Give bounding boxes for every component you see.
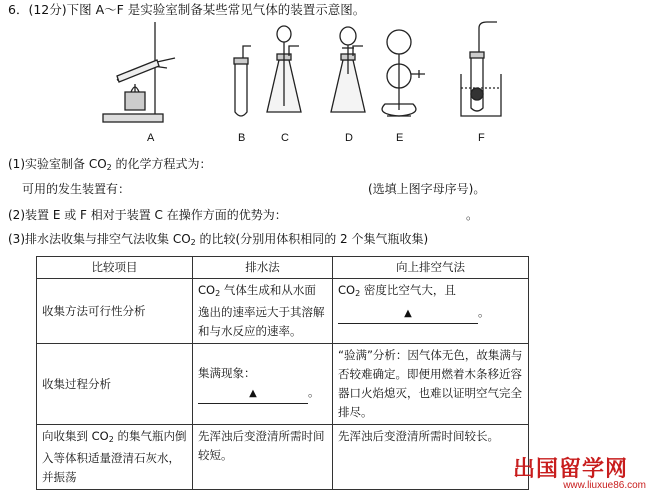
row1-water-co: CO — [198, 283, 216, 297]
row1-air — [333, 279, 529, 344]
row3-water: 先浑浊后变澄清所需时间较短。 — [193, 425, 333, 490]
row2-water-text: 集满现象： — [198, 366, 256, 380]
header-air-method: 向上排空气法 — [333, 257, 529, 279]
q1-line-1 — [8, 155, 212, 172]
apparatus-e-drawing — [382, 30, 425, 116]
table-row — [37, 344, 529, 425]
apparatus-a-drawing — [103, 22, 175, 122]
q1-text: (1)实验室制备 CO — [8, 157, 107, 171]
table-header-row — [37, 257, 529, 279]
row2-water-blank — [198, 383, 308, 404]
apparatus-d-drawing — [331, 27, 365, 112]
row1-water — [193, 279, 333, 344]
row1-air-period: 。 — [478, 305, 490, 319]
row1-air-text: 密度比空气大，且 — [360, 283, 456, 297]
header-water-method: 排水法 — [193, 257, 333, 279]
table-row — [37, 279, 529, 344]
row1-item: 收集方法可行性分析 — [37, 279, 193, 344]
answer-marker: ▲ — [404, 308, 412, 319]
q2-period: 。 — [466, 208, 479, 222]
row3-air: 先浑浊后变澄清所需时间较长。 — [333, 425, 529, 490]
comparison-table — [36, 256, 529, 490]
row1-water-text: 气体生成和从水面逸出的速率远大于其溶解和与水反应的速率。 — [198, 283, 325, 338]
watermark-logo-text: 出国留学网 — [512, 457, 628, 482]
figure-label-b: B — [238, 132, 246, 144]
apparatus-figure — [95, 14, 515, 134]
q1-subscript: 2 — [106, 163, 112, 172]
row1-air-co: CO — [338, 283, 356, 297]
apparatus-f-drawing — [461, 22, 501, 116]
header-compare-item: 比较项目 — [37, 257, 193, 279]
row3-item — [37, 425, 193, 490]
question-title: 6．(12分)下图 A～F 是实验室制备某些常见气体的装置示意图。 — [8, 2, 366, 17]
q3-text-end: 的比较(分别用体积相同的 2 个集气瓶收集) — [195, 232, 429, 246]
q1-text-end: 的化学方程式为： — [111, 157, 212, 171]
row2-water-period: 。 — [308, 385, 320, 399]
row3-item-end: 的集气瓶内倒入等体积适量澄清石灰水，并振荡 — [42, 429, 187, 484]
row3-item-start: 向收集到 CO — [42, 429, 109, 443]
row1-water-sub: 2 — [215, 289, 221, 298]
q1-hint: (选填上图字母序号)。 — [368, 182, 486, 196]
apparatus-c-drawing — [267, 26, 301, 112]
row2-item: 收集过程分析 — [37, 344, 193, 425]
figure-label-e: E — [396, 132, 404, 144]
row3-item-sub: 2 — [108, 435, 114, 444]
table-row — [37, 425, 529, 490]
row2-air: “验满”分析：因气体无色，故集满与否较难确定。即便用燃着木条移近容器口火焰熄灭，也难以证明空气完全排尽。 — [333, 344, 529, 425]
figure-label-f: F — [478, 132, 485, 144]
watermark-url: www.liuxue86.com — [563, 480, 646, 491]
q1-line-2 — [22, 180, 130, 197]
row1-air-blank — [338, 303, 478, 324]
row2-water — [193, 344, 333, 425]
answer-marker: ▲ — [249, 388, 257, 399]
q1-device-prompt: 可用的发生装置有： — [22, 182, 131, 196]
figure-label-c: C — [281, 132, 289, 144]
figure-label-d: D — [345, 132, 353, 144]
q3-text — [8, 230, 428, 247]
q3-subscript: 2 — [190, 238, 196, 247]
row1-air-sub: 2 — [355, 289, 361, 298]
figure-label-a: A — [147, 132, 155, 144]
apparatus-b-drawing — [234, 46, 251, 116]
q3-text-start: (3)排水法收集与排空气法收集 CO — [8, 232, 191, 246]
q2-text: (2)装置 E 或 F 相对于装置 C 在操作方面的优势为： — [8, 208, 287, 222]
